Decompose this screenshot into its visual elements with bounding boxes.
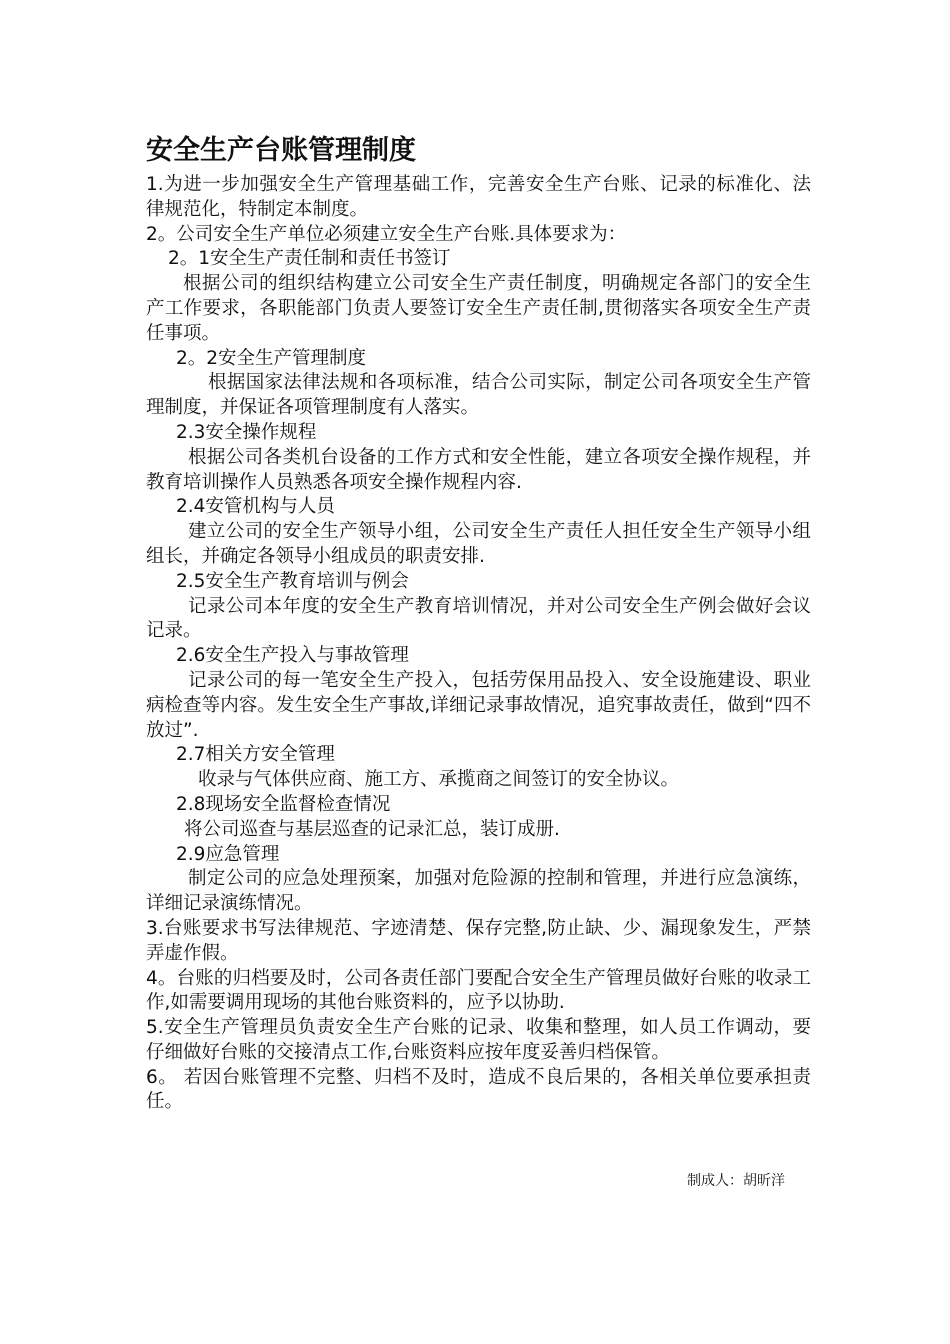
section-body-2-4: 建立公司的安全生产领导小组，公司安全生产责任人担任安全生产领导小组组长，并确定各领导小组成员的职责安排. (146, 521, 811, 567)
section-heading-2-8: 2.8现场安全监督检查情况 (176, 793, 391, 815)
section-heading-2-3: 2.3安全操作规程 (176, 421, 317, 443)
section-body-2-8: 将公司巡查与基层巡查的记录汇总，装订成册. (184, 818, 560, 840)
section-heading-2-7: 2.7相关方安全管理 (176, 744, 335, 766)
paragraph-3: 3.台账要求书写法律规范、字迹清楚、保存完整,防止缺、少、漏现象发生，严禁弄虚作假。 (146, 917, 811, 964)
section-body-2-7: 收录与气体供应商、施工方、承揽商之间签订的安全协议。 (198, 769, 680, 791)
paragraph-4: 4。台账的归档要及时，公司各责任部门要配合安全生产管理员做好台账的收录工作,如需要调用现场的其他台账资料的，应予以协助. (146, 967, 811, 1014)
section-body-2-1: 根据公司的组织结构建立公司安全生产责任制度，明确规定各部门的安全生产工作要求，各职能部门负责人要签订安全生产责任制,贯彻落实各项安全生产责任事项。 (146, 273, 811, 344)
section-heading-2-5: 2.5安全生产教育培训与例会 (176, 570, 409, 592)
section-heading-2-6: 2.6安全生产投入与事故管理 (176, 645, 409, 667)
paragraph-1: 1.为进一步加强安全生产管理基础工作，完善安全生产台账、记录的标准化、法律规范化，特制定本制度。 (146, 174, 811, 220)
section-body-2-5: 记录公司本年度的安全生产教育培训情况，并对公司安全生产例会做好会议记录。 (146, 595, 811, 642)
document-title: 安全生产台账管理制度 (146, 135, 416, 166)
section-body-2-2: 根据国家法律法规和各项标准，结合公司实际，制定公司各项安全生产管理制度，并保证各项管理制度有人落实。 (146, 372, 811, 419)
section-heading-2-1: 2。1安全生产责任制和责任书签订 (168, 248, 451, 270)
signature-line: 制成人：胡昕洋 (687, 1173, 785, 1189)
section-heading-2-4: 2.4安管机构与人员 (176, 496, 335, 518)
section-heading-2-2: 2。2安全生产管理制度 (176, 347, 367, 369)
paragraph-5: 5.安全生产管理员负责安全生产台账的记录、收集和整理，如人员工作调动，要仔细做好台账的交接清点工作,台账资料应按年度妥善归档保管。 (146, 1017, 811, 1063)
section-body-2-6: 记录公司的每一笔安全生产投入，包括劳保用品投入、安全设施建设、职业病检查等内容。发生安全生产事故,详细记录事故情况，追究事故责任，做到“四不放过”. (146, 669, 811, 741)
section-heading-2-9: 2.9应急管理 (176, 843, 280, 865)
paragraph-6: 6。 若因台账管理不完整、归档不及时，造成不良后果的，各相关单位要承担责任。 (146, 1066, 811, 1113)
section-body-2-9: 制定公司的应急处理预案，加强对危险源的控制和管理，并进行应急演练，详细记录演练情况。 (146, 868, 811, 915)
paragraph-2: 2。公司安全生产单位必须建立安全生产台账.具体要求为： (146, 223, 627, 245)
section-body-2-3: 根据公司各类机台设备的工作方式和安全性能，建立各项安全操作规程，并教育培训操作人员熟悉各项安全操作规程内容. (146, 446, 811, 493)
document-body (146, 173, 811, 1115)
